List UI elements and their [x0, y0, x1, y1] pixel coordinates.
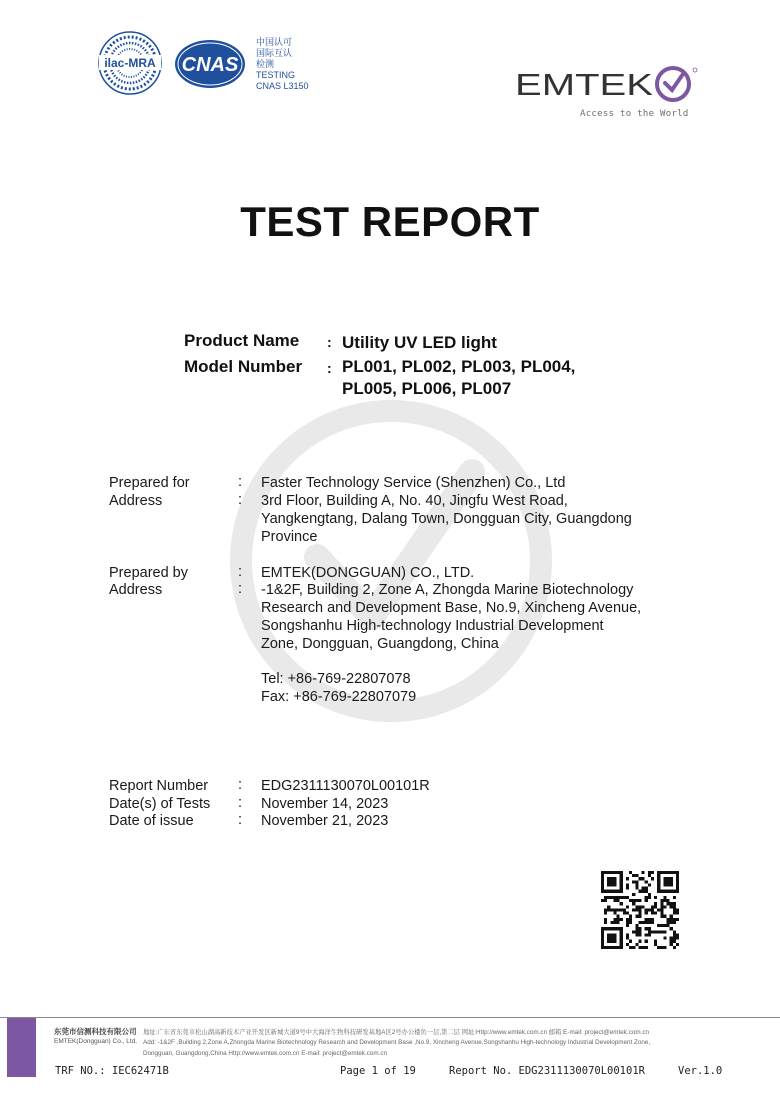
emtek-logo	[515, 66, 700, 102]
prepared-for-address-line: Province	[261, 529, 318, 545]
footer-accent-bar	[7, 1018, 36, 1077]
issue-date-value: November 21, 2023	[261, 813, 389, 829]
product-name-label: Product Name	[184, 331, 300, 350]
model-number-colon: :	[327, 360, 332, 376]
prepared-for-address-label: Address	[109, 493, 163, 509]
prepared-for-label: Prepared for	[109, 475, 190, 491]
model-number-label: Model Number	[184, 357, 303, 376]
report-number-label: Report Number	[109, 778, 209, 794]
issue-date-label: Date of issue	[109, 813, 194, 829]
prepared-by-address-label: Address	[109, 582, 163, 598]
page-indicator: Page 1 of 19	[340, 1065, 416, 1077]
cnas-line: 检测	[256, 59, 275, 69]
product-name-value: Utility UV LED light	[342, 333, 497, 352]
footer-address-cn: 地址:广东省东莞市松山湖高新技术产业开发区新城大道9号中大海洋生物科技研发基地A区2号办公楼负一层,第二层 网址:Http://www.emtek.com.cn 邮箱:E-mail: project@emtek.com.cn	[143, 1029, 649, 1036]
prepared-for-address-colon: :	[238, 492, 243, 508]
prepared-by-address-line: Zone, Dongguan, Guangdong, China	[261, 636, 499, 652]
ilac-logo-text: ilac-MRA	[104, 56, 156, 70]
report-number-colon: :	[238, 777, 243, 793]
telephone: Tel: +86-769-22807078	[261, 671, 411, 687]
footer-address-en-line2: Dongguan, Guangdong,China Http://www.emtek.com.cn E-mail: project@emtek.com.cn	[143, 1050, 388, 1057]
model-number-value-line2: PL005, PL006, PL007	[342, 379, 512, 398]
prepared-for-address-line: 3rd Floor, Building A, No. 40, Jingfu West Road,	[261, 493, 568, 509]
cnas-logo	[173, 38, 247, 90]
prepared-for-colon: :	[238, 474, 243, 490]
prepared-for-value: Faster Technology Service (Shenzhen) Co., Ltd	[261, 475, 566, 491]
issue-date-colon: :	[238, 812, 243, 828]
prepared-by-address-line: Research and Development Base, No.9, Xincheng Avenue,	[261, 600, 642, 616]
ilac-mra-logo	[97, 30, 163, 96]
cnas-line: CNAS L3150	[256, 81, 309, 91]
version: Ver.1.0	[678, 1065, 723, 1077]
model-number-value-line1: PL001, PL002, PL003, PL004,	[342, 357, 576, 376]
cnas-line: TESTING	[256, 70, 296, 80]
page-title: TEST REPORT	[240, 198, 540, 245]
prepared-by-colon: :	[238, 564, 243, 580]
qr-code[interactable]	[601, 871, 679, 949]
footer-divider	[0, 1017, 780, 1018]
prepared-by-label: Prepared by	[109, 565, 188, 581]
test-dates-label: Date(s) of Tests	[109, 796, 211, 812]
prepared-by-value: EMTEK(DONGGUAN) CO., LTD.	[261, 565, 475, 581]
test-dates-value: November 14, 2023	[261, 796, 389, 812]
emtek-tagline: Access to the World	[580, 109, 689, 119]
footer-company-en: EMTEK(Dongguan) Co., Ltd.	[54, 1038, 138, 1045]
footer-report-number: Report No. EDG2311130070L00101R	[449, 1065, 645, 1077]
report-number-value: EDG2311130070L00101R	[261, 778, 430, 794]
cnas-accreditation-text	[256, 37, 309, 92]
cnas-logo-text: CNAS	[181, 54, 239, 76]
cnas-line: 中国认可	[256, 37, 293, 47]
prepared-by-address-line: Songshanhu High-technology Industrial Development	[261, 618, 604, 634]
prepared-by-address-colon: :	[238, 581, 243, 597]
test-dates-colon: :	[238, 795, 243, 811]
emtek-logo-text: EMTEK	[515, 67, 654, 102]
product-name-colon: :	[327, 334, 332, 350]
prepared-for-address-line: Yangkengtang, Dalang Town, Dongguan City, Guangdong	[261, 511, 632, 527]
prepared-by-address-line: -1&2F, Building 2, Zone A, Zhongda Marine Biotechnology	[261, 582, 634, 598]
cnas-line: 国际互认	[256, 48, 293, 58]
trf-number: TRF NO.: IEC62471B	[55, 1065, 169, 1077]
footer-address-en: Add: -1&2F ,Building 2,Zone A,Zhongda Marine Biotechnology Research and Development Base ,No.9, Xincheng Avenue,Songshanhu High-technology Industrial Development Zone,	[143, 1039, 651, 1046]
fax: Fax: +86-769-22807079	[261, 689, 417, 705]
footer-company-cn: 东莞市信测科技有限公司	[54, 1027, 137, 1036]
